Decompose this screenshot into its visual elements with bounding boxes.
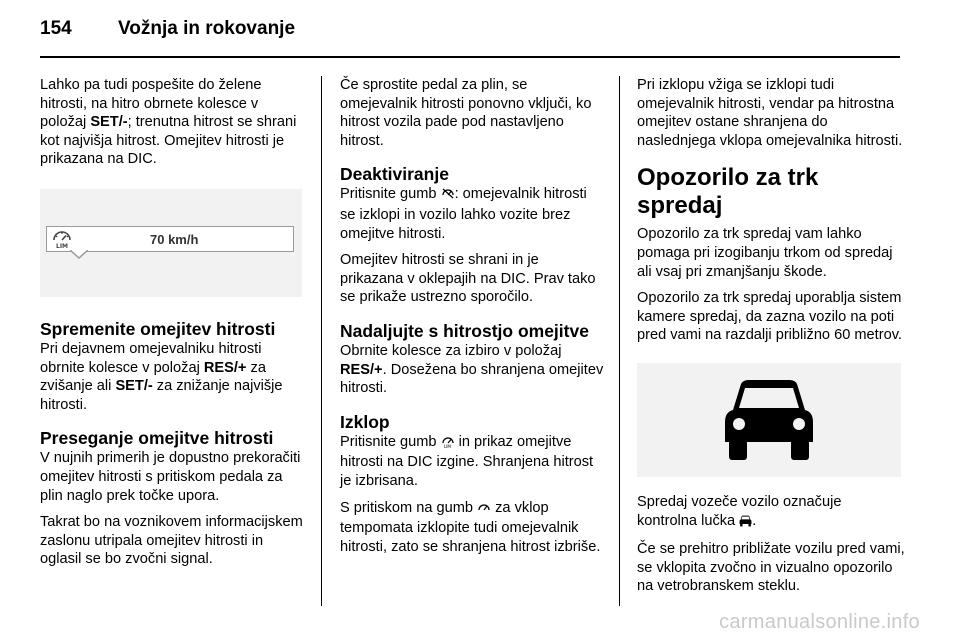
dic-icon-label: LIM xyxy=(56,242,69,249)
collision-intro-paragraph: Opozorilo za trk spredaj vam lahko pomaga pri izogibanju trkom od spredaj ali vsaj pri zmanjšanju škode. xyxy=(637,226,893,280)
vehicle-ahead-icon xyxy=(721,376,817,464)
heading-forward-collision: Opozorilo za trk spredaj xyxy=(637,164,819,220)
svg-text:LIM: LIM xyxy=(443,443,451,448)
dic-display xyxy=(46,226,294,252)
column-divider-right xyxy=(619,76,620,606)
camera-paragraph: Opozorilo za trk spredaj uporablja sistem kamere spredaj, da zazna vozilo na poti pred vami na razdalji približno 60 metrov. xyxy=(637,290,902,344)
vehicle-ahead-icon xyxy=(739,514,752,533)
warning-paragraph: Če se prehitro približate vozilu pred vami, se vklopita zvočno in vizualno opozorilo na vetrobranskem steklu. xyxy=(637,541,905,595)
ignition-paragraph: Pri izklopu vžiga se izklopi tudi omejevalnik hitrosti, vendar pa hitrostna omejitev ostane shranjena do naslednjega vklopa omejevalnika hitrosti. xyxy=(637,77,903,149)
column-2 xyxy=(340,76,604,564)
heading-deactivate: Deaktiviranje xyxy=(340,164,449,185)
heading-exceed-limit: Preseganje omejitve hitrosti xyxy=(40,428,274,449)
cruise-control-icon xyxy=(477,500,491,520)
intro-paragraph: Lahko pa tudi pospešite do želene hitrosti, na hitro obrnete kolesce v položaj SET/-; trenutna hitrost se shrani kot najvišja hitrost. Omejitev hitrosti je prikazana na DIC. xyxy=(40,77,297,168)
dic-flash-paragraph: Takrat bo na voznikovem informacijskem zaslonu utripala omejitev hitrosti in oglasil se bo zvočni signal. xyxy=(40,514,303,568)
dic-figure xyxy=(40,189,302,297)
exceed-paragraph: V nujnih primerih je dopustno prekoračiti omejitev hitrosti s pritiskom pedala za plin naglo prek točke upora. xyxy=(40,450,301,504)
cruise-paragraph: S pritiskom na gumb za vklop tempomata izklopite tudi omejevalnik hitrosti, zato se shranjena hitrost izbriše. xyxy=(340,499,601,555)
page-number: 154 xyxy=(40,18,72,39)
chapter-title: Vožnja in rokovanje xyxy=(118,18,296,39)
column-divider-left xyxy=(321,76,322,606)
deactivate-paragraph: Pritisnite gumb : omejevalnik hitrosti se izklopi in vozilo lahko vozite brez omejitve hitrosti. xyxy=(340,186,587,242)
stored-limit-paragraph: Omejitev hitrosti se shrani in je prikazana v oklepajih na DIC. Prav tako se prikaže ustrezno sporočilo. xyxy=(340,252,596,306)
heading-change-limit: Spremenite omejitev hitrosti xyxy=(40,318,276,339)
page-header xyxy=(40,18,295,48)
header-rule xyxy=(40,56,900,58)
speed-limiter-cancel-icon xyxy=(441,186,455,206)
heading-resume: Nadaljujte s hitrostjo omejitve xyxy=(340,320,589,341)
change-limit-paragraph: Pri dejavnem omejevalniku hitrosti obrnite kolesce v položaj RES/+ za zvišanje ali SET/- za znižanje najvišje hitrosti. xyxy=(40,340,283,413)
watermark: carmanualsonline.info xyxy=(719,611,920,633)
column-3 xyxy=(637,76,905,604)
column-1 xyxy=(40,76,308,577)
indicator-paragraph: Spredaj vozeče vozilo označuje kontrolna lučka . xyxy=(637,493,905,532)
switch-off-paragraph: Pritisnite gumb LIM in prikaz omejitve hitrosti na DIC izgine. Shranjena hitrost je izbrisana. xyxy=(340,433,594,489)
speed-limiter-icon xyxy=(441,434,455,454)
dic-speed-value: 70 km/h xyxy=(150,231,199,247)
vehicle-ahead-figure xyxy=(637,363,901,477)
dic-pointer xyxy=(70,250,88,259)
release-pedal-paragraph: Če sprostite pedal za plin, se omejevalnik hitrosti ponovno vključi, ko hitrost vozila pade pod nastavljeno hitrost. xyxy=(340,77,592,149)
heading-switch-off: Izklop xyxy=(340,411,390,432)
resume-paragraph: Obrnite kolesce za izbiro v položaj RES/+. Dosežena bo shranjena omejitev hitrosti. xyxy=(340,342,604,397)
